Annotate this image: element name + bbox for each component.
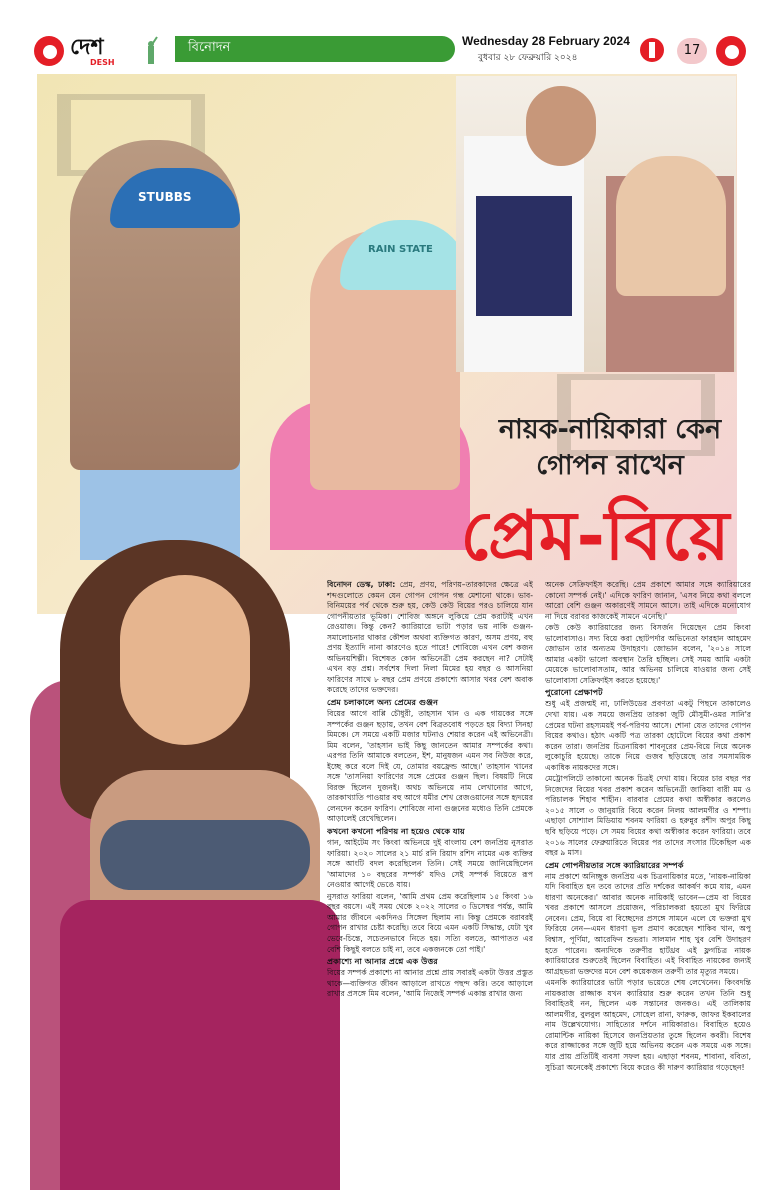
article-subheading: কখনো কখনো পরিণয় না হয়েও থেকে যায় (327, 826, 465, 837)
couple-photo (40, 80, 460, 460)
article-paragraph-text: এমনকি ক্যারিয়ারের ভাটা পড়ার ভয়েতে শেষ লেখেনেন। কিংবদন্তি নায়করাজ রাজ্জাক যখন ক্যারিয়ার শুরু করেন তখন তিনি শুধু বিবাহিতই নন, ছিলেন এক সন্তানের জনকও। এই তালিকায় আলমগীর, বুলবুল আহমেদ, সোহেল রানা, ফারুক, জাফর ইকবালের নাম উল্লেখযোগ্য। সাহিত্যের দর্শনে নায়িকারাও। বিবাহিত হয়েও রোমান্টিক নায়িকা হিসেবে জনপ্রিয়তার তুঙ্গে ছিলেন কবরী। বিশেষ করে রাজ্জাকের সঙ্গে জুটি হয়ে অভিনয় করেন এক সময়ে এক সঙ্গে। যার প্রায় প্রতিটিই ব্যবসা সফল হয়। এছাড়া শবনম, শাবানা, ববিতা, সুচিত্রা অনেকেই প্রকাশ্যে বিয়ে করেও কী দারুণ ক্যারিয়ার গড়েছেন! (545, 978, 751, 1072)
cap-text: STUBBS (138, 190, 192, 204)
article-paragraph (545, 774, 751, 858)
kicker-line-2: গোপন রাখেন (536, 450, 684, 481)
article-paragraph-text: মেট্রোপলিটে তাকানো অনেক চিত্রই দেখা যায়। বিয়ের চার বছর পর নিজেদের বিয়ের খবর প্রকাশ করেন অভিনেত্রী জাকিয়া বারী মম ও পরিচালক শিহাব শাহীন। বারবার প্রেমের কথা অস্বীকার করলেও ২০১৫ সালে ৩ জানুয়ারি বিয়ে করেন নিলয় আলমগীর ও শম্পা। এছাড়া সোশ্যাল মিডিয়ায় শবনম ফারিয়া ও হরুন্নুর রশীদ অপুর কিছু ছবি ছড়িয়ে পড়ে। সে সময় বিয়ের কথা অস্বীকার করেন ফারিয়া। তবে ২০১৬ সালের ফেব্রুয়ারিতে বিয়ের পর তাদের সংসার টিকেছিল এক বছর ৯ মাস। (545, 774, 751, 858)
article-paragraph-text: বিয়ের সম্পর্ক প্রকাশ্যে না আনার প্রশ্নে প্রায় সবারই একটা উত্তর প্রস্তুত থাকে—ব্যক্তিগত জীবন আড়ালে রাখতে পছন্দ করি। তবে আড়ালে রাখার প্রসঙ্গে মিম বলেন, 'আমি নিজেই সম্পর্ক একান্ত রাখার জন্য (327, 968, 533, 999)
page-header (0, 30, 770, 74)
kicker-line-1: নায়ক-নায়িকারা কেন (498, 414, 722, 445)
article-paragraph (327, 892, 533, 955)
article-paragraph-text: কেউ কেউ ক্যারিয়ারের জন্য বিসর্জন দিয়েছেন প্রেম কিংবা ভালোবাসাও। সদ্য বিয়ে করা ছোটপর্দার অভিনেতা ফারহান আহমেদ জোভান তার অন্যতম উদাহরণ। জোভান বলেন, '২০১৪ সালে আমার একটা ভালো অবস্থান তৈরি হচ্ছিল। সেই সময় আমি একটা মেয়েকে ভালোবাসতাম, আর অভিনয় চালিয়ে যাওয়ার জন্য সেই ভালোবাসা সেক্রিফাইস করতে হয়েছে।' (545, 623, 751, 685)
section-label: বিনোদন (188, 40, 231, 55)
article-paragraph (545, 699, 751, 773)
engagement-photo (456, 76, 736, 372)
article-paragraph (327, 968, 533, 1000)
headline-kicker (460, 412, 760, 484)
article-paragraph (545, 580, 751, 622)
header-ornament-right-icon (716, 36, 746, 66)
photo-skirt (60, 900, 340, 1190)
header-ornament-left-icon (34, 36, 64, 66)
date-bangla: বুধবার ২৮ ফেব্রুয়ারি ২০২৪ (478, 53, 578, 63)
article-paragraph (545, 872, 751, 977)
statue-of-liberty-icon (140, 36, 162, 66)
article-subheading: প্রেম চলাকালে অন্য প্রেমের গুঞ্জন (327, 697, 439, 708)
photo-groom-vest (476, 196, 572, 316)
article-subheading: পুরোনো প্রেক্ষাপট (545, 687, 603, 698)
logo-subtext: DESH (90, 58, 115, 67)
article-paragraph (545, 978, 751, 1073)
article-paragraph-text: নুসরাত ফারিয়া বলেন, 'আমি প্রথম প্রেম করেছিলাম ১৫ কিংবা ১৬ বছর বয়সে। এই সময় থেকে ২০২২ সালের ৩ ডিসেম্বর পর্যন্ত, আমি আমার জীবনে একদিনও সিঙ্গেল ছিলাম না। কিন্তু প্রেমকে বরাবরই গোপন রাখার চেষ্টা করেছি। তবে বিয়ে এমন একটি সিদ্ধান্ত, যেটা খুব ভেবে-চিন্তে, সচেতনভাবে নিতে হয়। সত্যি বলতে, আপাতত এর বেশি কিছুই বলতে চাই না, তবে একজনকে তো পাই।' (327, 891, 533, 954)
article-column-2 (545, 580, 751, 1182)
cap-text: RAIN STATE (368, 244, 433, 255)
photo-face (120, 575, 250, 745)
article-body (327, 580, 757, 1182)
article-subheading: প্রেম গোপনীয়তার সঙ্গে ক্যারিয়ারের সম্পর্ক (545, 859, 684, 870)
article-paragraph (327, 838, 533, 891)
article-subheading: প্রকাশ্যে না আনার প্রশ্নে এক উত্তর (327, 956, 438, 967)
article-column-1 (327, 580, 533, 1182)
logo-text: দেশ (70, 35, 104, 60)
date-english: Wednesday 28 February 2024 (462, 34, 630, 48)
actress-photo (30, 540, 360, 1190)
photo-bride-veil (616, 156, 726, 296)
article-paragraph (327, 709, 533, 825)
article-paragraph-text: গান, আইটেম সং কিংবা অভিনয়ে দুই বাংলায় বেশ জনপ্রিয় নুসরাত ফারিয়া। ২০২০ সালের ২১ মার্চ রনি রিয়াদ রশিদ নামের এক ব্যক্তির সঙ্গে আংটি বদল করেছিলেন তিনি। সেই সময়ে জানিয়েছিলেন 'আমাদের ১০ বছরের সম্পর্ক' যদিও সেই সম্পর্ক বিয়েতে রূপ নেওয়ার আগেই ভেঙে যায়। (327, 838, 533, 890)
article-byline: বিনোদন ডেস্ক, ঢাকা: (327, 580, 396, 589)
article-paragraph-text: প্রেম, প্রণয়, পরিণয়–তারকাদের ক্ষেত্রে এই শব্দগুলোতে কেমন যেন গোপন গোপন গন্ধ মেশানো থাকে। ভাব-বিনিময়ের পর্ব থেকে শুরু হয়, কেউ কেউ বিয়ের পরও চালিয়ে যান গোপনীয়তার ভূমিকা। শোবিজ অঙ্গনে লুকিয়ে প্রেম করাটাই এখন রেওয়াজ। কিন্তু কেন? ক্যারিয়ারে ভাটা পড়ার ভয় নাকি গুঞ্জন-সমালোচনার থাকার কৌশল অথবা ব্যক্তিগত কারণ, অসম প্রণয়, বহু প্রণয় ইত্যাদি নানা কারণেও হতে পারে! শোবিজে এখন বেশ কজন অভিনয়শিল্পী। বিশেষত কোন অভিনেত্রী প্রেম করছেন না? সেটাই এখন বড় প্রশ্ন। সর্বশেষ দিলা নিলা মিমের হয় বছর ও আসনিয়া ফারিণের সাথে ৮ বছর প্রেম প্রণয়ে প্রকাশ্যে আসার খবর বেশ অবাক করেছে তাদের ভক্তদের। (327, 580, 533, 695)
article-paragraph (545, 623, 751, 686)
article-paragraph-text: নাম প্রকাশে অনিচ্ছুক জনপ্রিয় এক চিত্রনায়িকার মতে, 'নায়ক-নায়িকা যদি বিবাহিত হন তবে তাদের প্রতি দর্শকের আকর্ষণ কমে যায়, এমন ধারণা অনেকের।' আবার অনেক নায়িকাই ভাবেন—প্রেম বা বিয়ের খবর প্রকাশে আসলে প্রয়োজন, পরিচালকরা হয়তো মুখ ফিরিয়ে নেবেন। প্রেম, বিয়ে বা বিচ্ছেদের প্রসঙ্গে সামনে এলে যে ভক্তরা মুখ ফিরিয়ে নেন—এমন ধারণা ভুল প্রমাণ করেছেন শাকিব খান, অপু বিশ্বাস, পূর্ণিমা, আরেফিন শুভরা। সালমান শাহ খুব বেশি উদাহরণ হতে পারেন। অন্যদিকে তরুণীর হার্টথ্রব এই ফ্লগচিত্র নায়ক ক্যারিয়ারের শুরুতেই ছিলেন বিবাহিত। এই বিবাহিত নায়কের জন্যই আগ্রহভরা ভক্তদের মনে বেশ কয়েকজন তরুণী তার মৃত্যুর সময়ে। (545, 871, 751, 976)
photo-groom-head (526, 86, 596, 166)
article-paragraph-text: শুধু এই প্রজন্মই না, ঢালিউডের প্রবণতা একটু পিছনে তাকালেও দেখা যায়। এক সময়ে জনপ্রিয় তারকা জুটি মৌসুমী-ওমর সানি'র প্রেমের ঘটনা রহস্যময়ই পর্ব-পরিণয় আসে। শোনা যেত তাদের গোপন বিয়ের কথাও। হঠাৎ একটি পত্র তারকা হোটেলে বিয়ের কথা প্রকাশ করেন তারা। জনপ্রিয় চিত্রনায়িকা শাবনূরের প্রেম-বিয়ে নিয়ে অনেক লুকোচুরি হয়েছে। তাকে নিয়ে গুজব ছড়িয়েছে তার সমসাময়িক একাধিক নায়কদের সঙ্গে। (545, 699, 751, 772)
page-number: 17 (677, 38, 707, 64)
article-paragraph-text: বিয়ের আগে বাপ্পি চৌধুরী, তাহসান খান ও এক গায়কের সঙ্গে সম্পর্কের গুঞ্জন ছড়ায়, তখন বেশ বিব্রতবোধ পড়তে হয় বিদ্যা সিনহা মিমকে। সে সময়ে একটি মজার ঘটনাও শেয়ার করেন এই অভিনেত্রী। মিম বলেন, 'তাহসান ভাই কিছু জানতেন আমার সম্পর্কের কথা। এরপর তিনি আমাকে বলতেন, ইশ, মানুষজন এমন সব নিউজ করে, ইচ্ছে করে বলে দিই যে, তোমার বয়ফ্রেন্ড আছে।' তাহসান খানের সঙ্গে 'তাসনিয়া ফারিণের সঙ্গে প্রেমের গুঞ্জন ছিল। বিষয়টি নিয়ে বিরক্ত ছিলেন দুজনই। অথচ অভিনয়ে নাম লেখানোর আগে, তারকাখ্যাতি পাওয়ার বহু আগে যমীর শেখ রেজওয়ানের সঙ্গে হৃদয়ের লেনদেন করেন ফারিণ। শোবিজে নানা গুঞ্জনের মধ্যেও তিনি প্রেমকে আড়ালেই রেখেছিলেন। (327, 709, 533, 824)
newspaper-logo (70, 34, 130, 70)
headline-title: প্রেম-বিয়ে (460, 497, 730, 576)
bangladesh-flag-icon (640, 38, 664, 62)
photo-woman-cap (340, 220, 470, 290)
article-paragraph-text: অনেক সেক্রিফাইস করেছি। প্রেম প্রকাশে আমার সঙ্গে ক্যারিয়ারের কোনো সম্পর্ক নেই।' এদিকে ফারিণ জানান, 'এসব নিয়ে কথা বললে আরো বেশি গুঞ্জন অকারণেই সামনে আসে। তাই এদিকে মনোযোগ না দিয়ে বরাবর কাজকেই সামনে এনেছি।' (545, 580, 751, 621)
article-paragraph (327, 580, 533, 696)
photo-blouse (100, 820, 310, 890)
